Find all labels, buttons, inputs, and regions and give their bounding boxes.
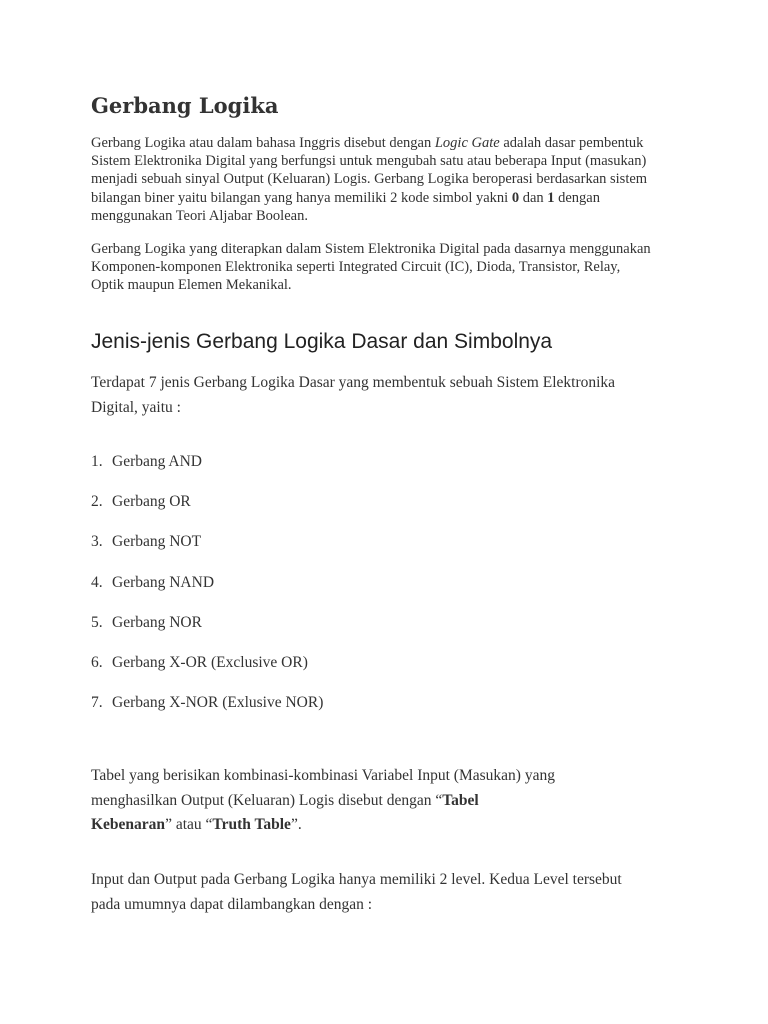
list-number: 7. [91, 694, 103, 712]
list-label: Gerbang X-NOR (Exlusive NOR) [112, 694, 324, 712]
list-item [91, 691, 591, 731]
list-item [91, 450, 591, 490]
levels-line-1: Input dan Output pada Gerbang Logika hanya memiliki 2 level. Kedua Level tersebut [91, 871, 622, 888]
list-label: Gerbang NOT [112, 533, 202, 551]
list-intro-paragraph [91, 371, 711, 420]
list-label: Gerbang X-OR (Exclusive OR) [112, 653, 308, 671]
logic-gate-term: Logic Gate [434, 135, 500, 151]
intro-text: dan [519, 189, 548, 206]
term-kebenaran: Kebenaran [91, 816, 166, 833]
truth-table-paragraph [91, 764, 711, 838]
truth-table-line-1: Tabel yang berisikan kombinasi-kombinasi Variabel Input (Masukan) yang [91, 767, 555, 784]
list-number: 6. [91, 653, 103, 671]
components-line-3: Optik maupun Elemen Mekanikal. [91, 277, 292, 294]
components-line-2: Komponen-komponen Elektronika seperti Integrated Circuit (IC), Dioda, Transistor, Relay, [91, 259, 621, 276]
truth-table-line-3 [91, 813, 711, 838]
list-item [91, 651, 591, 691]
intro-text: bilangan biner yaitu bilangan yang hanya memiliki 2 kode simbol yakni [91, 189, 512, 206]
list-number: 4. [91, 573, 103, 591]
term-truth-table: Truth Table [212, 816, 291, 833]
list-item [91, 571, 591, 611]
intro-line-1 [91, 134, 691, 152]
list-number: 3. [91, 533, 103, 551]
truth-table-text: ” atau “ [165, 816, 213, 833]
intro-text: Gerbang Logika atau dalam bahasa Inggris disebut dengan [91, 135, 435, 151]
intro-text: adalah dasar pembentuk [499, 135, 644, 151]
page-title: Gerbang Logika [91, 93, 279, 118]
gate-list [91, 450, 591, 731]
intro-line-3: menjadi sebuah sinyal Output (Keluaran) Logis. Gerbang Logika beroperasi berdasarkan sistem [91, 171, 648, 188]
levels-paragraph [91, 868, 711, 917]
list-number: 5. [91, 613, 103, 631]
list-label: Gerbang AND [112, 453, 202, 470]
list-item [91, 530, 591, 570]
levels-line-2: pada umumnya dapat dilambangkan dengan : [91, 895, 373, 913]
list-intro-line-2: Digital, yaitu : [91, 398, 181, 416]
intro-line-5: menggunakan Teori Aljabar Boolean. [91, 207, 308, 224]
intro-paragraph [91, 134, 691, 225]
list-label: Gerbang OR [112, 493, 191, 511]
term-tabel: Tabel [442, 791, 479, 809]
truth-table-text: ”. [290, 816, 302, 833]
binary-zero: 0 [511, 189, 520, 206]
intro-line-4 [91, 189, 691, 207]
truth-table-line-2 [91, 789, 711, 814]
components-paragraph [91, 240, 691, 295]
intro-text: dengan [554, 189, 600, 206]
truth-table-text: menghasilkan Output (Keluaran) Logis disebut dengan “ [91, 791, 443, 809]
list-item [91, 611, 591, 651]
components-line-1: Gerbang Logika yang diterapkan dalam Sistem Elektronika Digital pada dasarnya menggunakan [91, 241, 651, 257]
list-intro-line-1: Terdapat 7 jenis Gerbang Logika Dasar yang membentuk sebuah Sistem Elektronika [91, 374, 616, 391]
list-label: Gerbang NAND [112, 573, 215, 591]
binary-one: 1 [547, 189, 555, 206]
list-label: Gerbang NOR [112, 613, 202, 631]
intro-line-2: Sistem Elektronika Digital yang berfungsi untuk mengubah satu atau beberapa Input (masukan) [91, 153, 647, 170]
list-number: 2. [91, 493, 103, 511]
list-number: 1. [91, 453, 103, 470]
list-item [91, 490, 591, 530]
section-heading: Jenis-jenis Gerbang Logika Dasar dan Simbolnya [91, 330, 553, 353]
